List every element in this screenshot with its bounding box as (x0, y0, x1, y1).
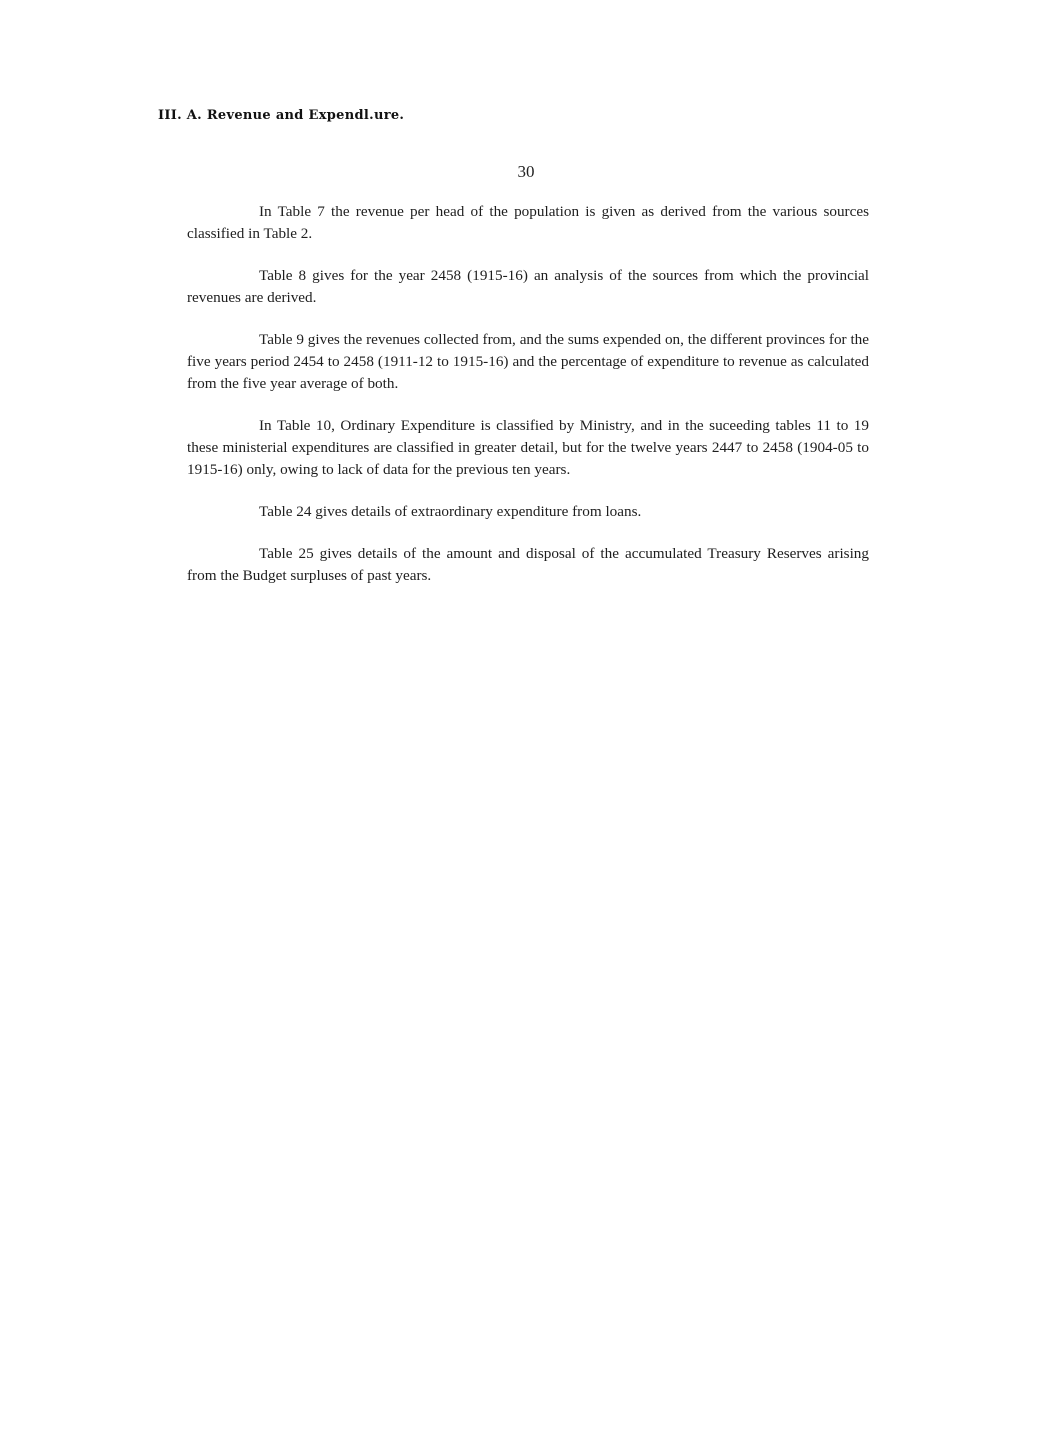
paragraph-table-9: Table 9 gives the revenues collected from, and the sums expended on, the different provinces for the five years period 2454 to 2458 (1911-12 to 1915-16) and the percentage of expenditure to revenue as calculated from the five year average of both. (187, 331, 869, 392)
body-text (187, 201, 869, 607)
paragraph-table-24: Table 24 gives details of extraordinary expenditure from loans. (259, 503, 642, 520)
paragraph-table-7: In Table 7 the revenue per head of the population is given as derived from the various sources classified in Table 2. (187, 203, 869, 242)
running-title: III. A. Revenue and Expendl.ure. (158, 108, 405, 123)
paragraph-table-25: Table 25 gives details of the amount and disposal of the accumulated Treasury Reserves arising from the Budget surpluses of past years. (187, 545, 869, 584)
paragraph-table-8: Table 8 gives for the year 2458 (1915-16) an analysis of the sources from which the provincial revenues are derived. (187, 267, 869, 306)
page-number: 30 (517, 162, 535, 181)
paragraph-table-10: In Table 10, Ordinary Expenditure is classified by Ministry, and in the suceeding tables 11 to 19 these ministerial expenditures are classified in greater detail, but for the twelve years 2447 to 2458 (1904-05 to 1915-16) only, owing to lack of data for the previous ten years. (187, 417, 869, 478)
